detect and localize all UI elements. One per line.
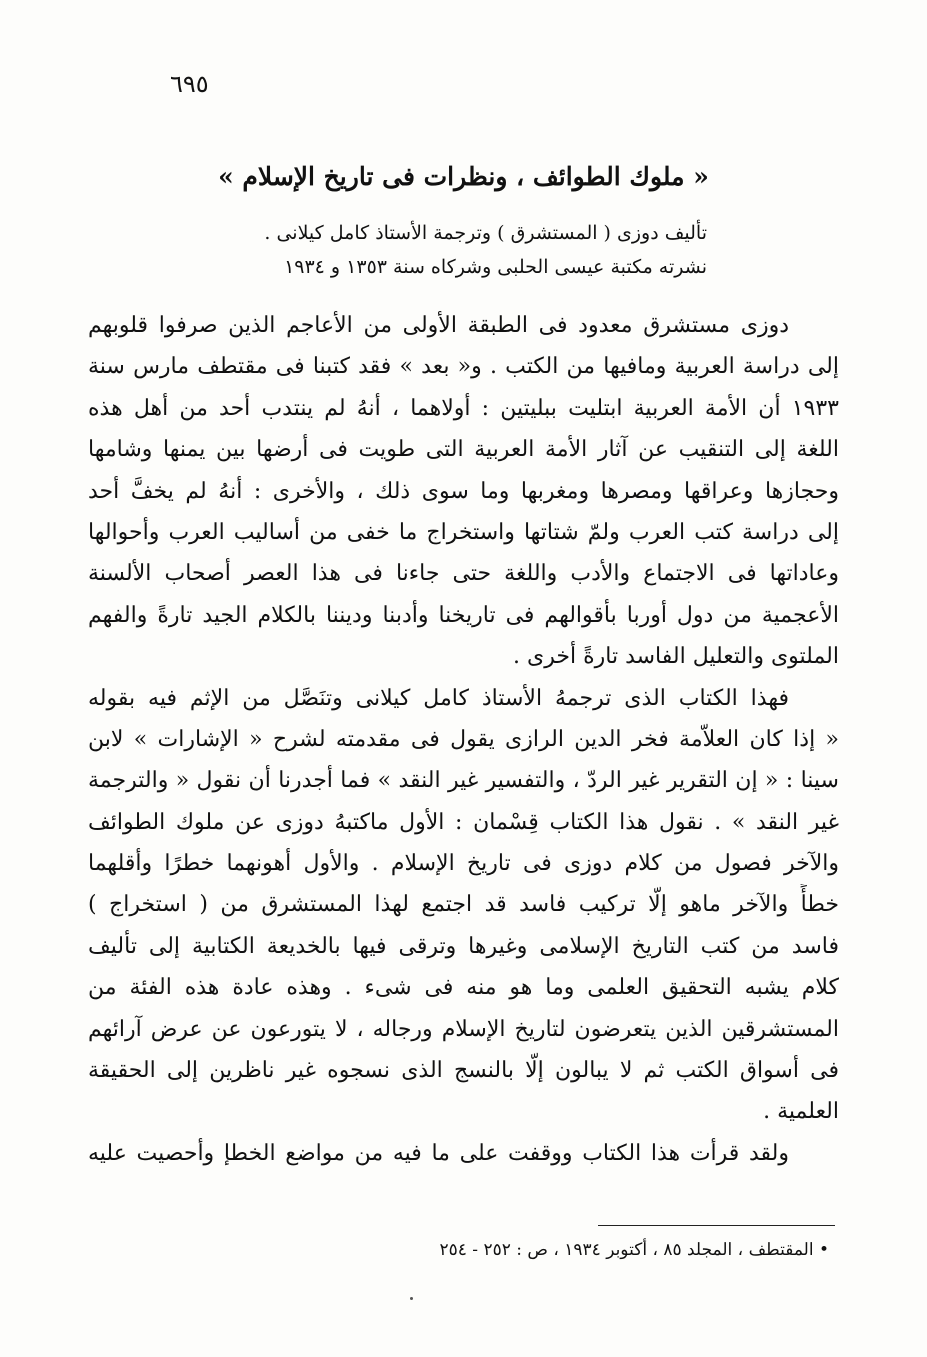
text-line: العلمية . bbox=[763, 1099, 839, 1125]
text-line: وحجازها وعراقها ومصرها ومغربها وما سوى ذلك ، والأخرى : أنهُ لم يخفَّ أحد bbox=[88, 478, 839, 504]
text-line: إلى دراسة العربية ومافيها من الكتب . و« بعد » فقد كتبنا فى مقتطف مارس سنة bbox=[88, 354, 839, 380]
text-line: اللغة إلى التنقيب عن آثار الأمة العربية التى طويت فى أرضها بين يمنها وشامها bbox=[88, 437, 839, 463]
article-body bbox=[88, 305, 839, 1174]
subtitle-author-translator: تأليف دوزى ( المستشرق ) وترجمة الأستاذ كامل كيلانى . bbox=[264, 222, 707, 244]
text-line: ولقد قرأت هذا الكتاب ووقفت على ما فيه من مواضع الخطإ وأحصيت عليه bbox=[88, 1140, 789, 1166]
text-line: فهذا الكتاب الذى ترجمهُ الأستاذ كامل كيلانى وتنَصَّل من الإثم فيه بقوله bbox=[88, 685, 789, 711]
footnote-divider bbox=[598, 1225, 835, 1226]
text-line: الأعجمية من دول أوربا بأقوالهم فى تاريخنا وأدبنا وديننا بالكلام الجيد تارةً والفهم bbox=[88, 602, 839, 628]
text-line: والآخر فصول من كلام دوزى فى تاريخ الإسلام . والأول أهونهما خطرًا وأقلهما bbox=[88, 851, 839, 877]
text-line: خطأً والآخر ماهو إلّا تركيب فاسد قد اجتمع لهذا المستشرق من ( استخراج ) bbox=[88, 892, 839, 918]
text-line: دوزى مستشرق معدود فى الطبقة الأولى من الأعاجم الذين صرفوا قلوبهم bbox=[88, 313, 789, 338]
text-line: ١٩٣٣ أن الأمة العربية ابتليت ببليتين : أولاهما ، أنهُ لم ينتدب أحد من أهل هذه bbox=[88, 395, 839, 421]
subtitle-publisher: نشرته مكتبة عيسى الحلبى وشركاه سنة ١٣٥٣ و ١٩٣٤ bbox=[284, 256, 707, 278]
text-line: المستشرقين الذين يتعرضون لتاريخ الإسلام ورجاله ، لا يتورعون عن عرض آرائهم bbox=[88, 1016, 839, 1042]
text-line: إلى دراسة كتب العرب ولمّ شتاتها واستخراج ما خفى من أساليب العرب وأحوالها bbox=[88, 519, 839, 545]
paragraph-3 bbox=[88, 1133, 839, 1174]
paragraph-2 bbox=[88, 678, 839, 1133]
article-title: « ملوك الطوائف ، ونظرات فى تاريخ الإسلام » bbox=[218, 162, 709, 191]
text-line: « إذا كان العلاّمة فخر الدين الرازى يقول فى مقدمته لشرح « الإشارات » لابن bbox=[88, 726, 839, 752]
text-line: سينا : « إن التقرير غير الردّ ، والتفسير غير النقد » فما أجدرنا أن نقول « والترجمة bbox=[88, 768, 839, 794]
text-line: الملتوى والتعليل الفاسد تارةً أخرى . bbox=[513, 644, 839, 670]
paragraph-1 bbox=[88, 305, 839, 678]
page-number: ٦٩٥ bbox=[170, 70, 209, 98]
footnote: • المقتطف ، المجلد ٨٥ ، أكتوبر ١٩٣٤ ، ص : ٢٥٢ - ٢٥٤ bbox=[439, 1240, 829, 1260]
text-line: فاسد من كتب التاريخ الإسلامى وغيرها وترقى فيها بالخديعة الكتابية إلى تأليف bbox=[88, 933, 839, 959]
scan-speck bbox=[410, 1297, 413, 1300]
text-line: وعاداتها فى الاجتماع والأدب واللغة حتى جاءنا فى هذا العصر أصحاب الألسنة bbox=[88, 561, 839, 587]
text-line: كلام يشبه التحقيق العلمى وما هو منه فى شىء . وهذه عادة هذه الفئة من bbox=[88, 975, 839, 1001]
text-line: فى أسواق الكتب ثم لا يبالون إلّا بالنسج الذى نسجوه غير ناظرين إلى الحقيقة bbox=[88, 1058, 839, 1084]
text-line: غير النقد » . نقول هذا الكتاب قِسْمان : الأول ماكتبهُ دوزى عن ملوك الطوائف bbox=[88, 809, 839, 835]
